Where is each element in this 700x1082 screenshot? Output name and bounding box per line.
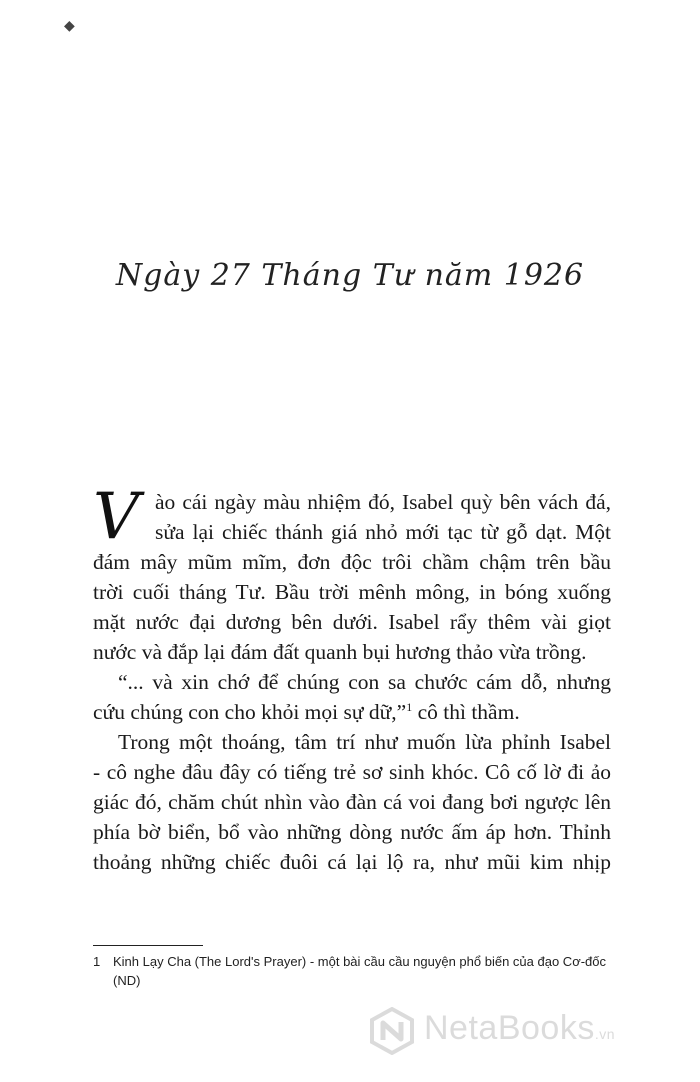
corner-mark: ◆	[64, 19, 75, 34]
watermark-text	[424, 1009, 615, 1048]
watermark	[368, 1005, 700, 1065]
footnote	[93, 952, 615, 990]
body-line-1: ào cái ngày màu nhiệm đó, Isabel quỳ bên vách đá,	[155, 490, 611, 514]
body-line-4: trời cuối tháng Tư. Bầu trời mênh mông, in bóng xuống	[93, 580, 611, 604]
body-line-8	[93, 697, 611, 727]
chapter-title: Ngày 27 Tháng Tư năm 1926	[115, 258, 585, 293]
body-line-13: thoảng những chiếc đuôi cá lại lộ ra, như mũi kim nhịp	[93, 850, 611, 874]
body-line-10: - cô nghe đâu đây có tiếng trẻ sơ sinh khóc. Cô cố lờ đi ảo	[93, 760, 611, 784]
footnote-text: Kinh Lạy Cha (The Lord's Prayer) - một bài cầu cầu nguyện phổ biến của đạo Cơ-đốc (ND)	[113, 954, 607, 988]
body-line-3: đám mây mũm mĩm, đơn độc trôi chầm chậm trên bầu	[93, 550, 611, 574]
drop-cap: V	[93, 480, 140, 554]
footnote-ref: 1	[406, 699, 413, 714]
body-line-11: giác đó, chăm chút nhìn vào đàn cá voi đang bơi ngược lên	[93, 790, 611, 814]
footnote-number: 1	[93, 954, 101, 969]
watermark-brand: NetaBooks	[424, 1009, 595, 1047]
watermark-suffix: .vn	[594, 1026, 616, 1042]
body-line-7: “... và xin chớ để chúng con sa chước cám dỗ, nhưng	[118, 670, 611, 694]
body-line-6: nước và đắp lại đám đất quanh bụi hương thảo vừa trồng.	[93, 640, 587, 664]
body-line-5: mặt nước đại dương bên dưới. Isabel rẩy thêm vài giọt	[93, 610, 611, 634]
body-line-12: phía bờ biển, bổ vào những dòng nước ấm áp hơn. Thỉnh	[93, 820, 611, 844]
body-line-8-text: cứu chúng con cho khỏi mọi sự dữ,”	[93, 700, 407, 724]
body-line-9: Trong một thoáng, tâm trí như muốn lừa phỉnh Isabel	[118, 730, 611, 754]
body-text	[93, 480, 611, 877]
netabooks-logo-icon	[368, 1007, 416, 1055]
body-line-2: sửa lại chiếc thánh giá nhỏ mới tạc từ gỗ dạt. Một	[155, 520, 611, 544]
body-line-8-tail: cô thì thầm.	[412, 700, 520, 724]
footnote-divider	[93, 945, 203, 946]
